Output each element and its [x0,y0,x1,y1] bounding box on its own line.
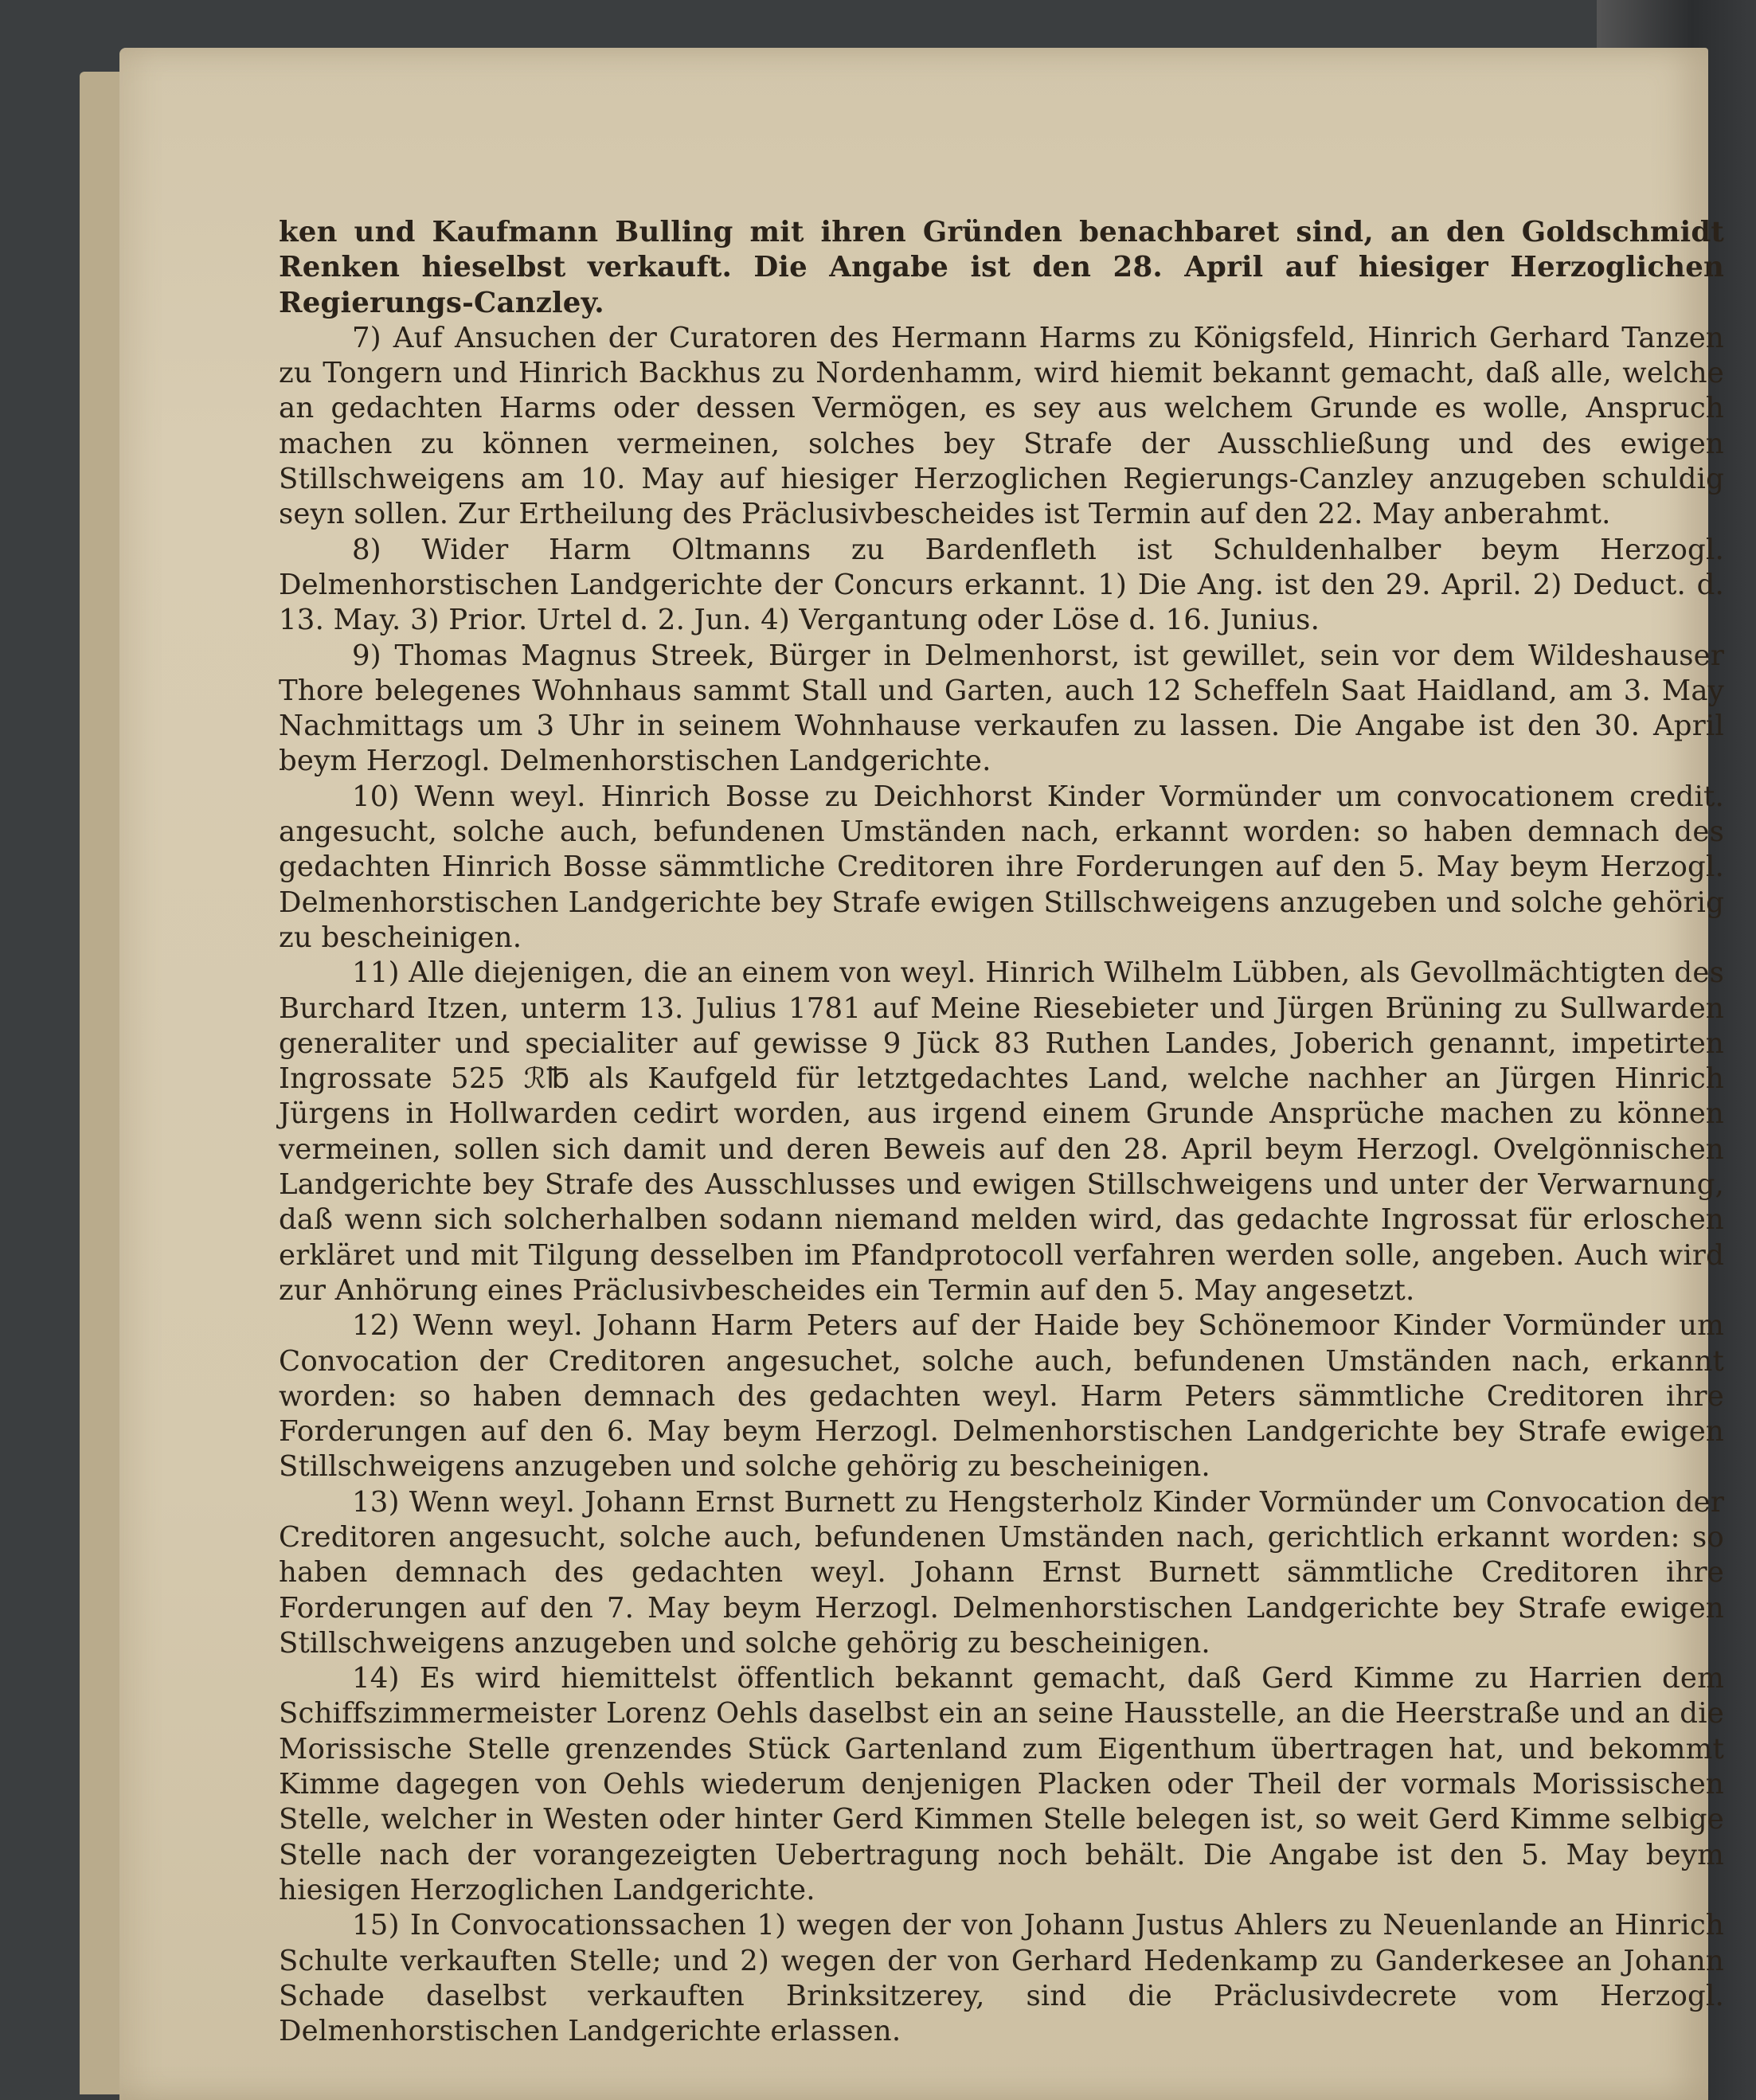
paragraph-8: 8) Wider Harm Oltmanns zu Bardenfleth ist Schuldenhalber beym Herzogl. Delmenhorstischen Landgerichte der Concurs erkannt. 1) Die Ang. ist den 29. April. 2) Deduct. d. 13. May. 3) Prior. Urtel d. 2. Jun. 4) Vergantung oder Löse d. 16. Junius. [279,533,1724,637]
paragraph-11: 11) Alle diejenigen, die an einem von weyl. Hinrich Wilhelm Lübben, als Gevollmächtigten des Burchard Itzen, unterm 13. Julius 1781 auf Meine Riesebieter und Jürgen Brüning zu Sullwarden generaliter und specialiter auf gewisse 9 Jück 83 Ruthen Landes, Joberich genannt, impetirten Ingrossate 525 ℛ℔ als Kaufgeld für letztgedachtes Land, welche nachher an Jürgen Hinrich Jürgens in Hollwarden cedirt worden, aus irgend einem Grunde Ansprüche machen zu können vermeinen, sollen sich damit und deren Beweis auf den 28. April beym Herzogl. Ovelgönnischen Landgerichte bey Strafe des Ausschlusses und ewigen Stillschweigens und unter der Verwarnung, daß wenn sich solcherhalben sodann niemand melden wird, das gedachte Ingrossat für erloschen erkläret und mit Tilgung desselben im Pfandprotocoll verfahren werden solle, angeben. Auch wird zur Anhörung eines Präclusivbescheides ein Termin auf den 5. May angesetzt. [279,956,1724,1307]
paragraph-10: 10) Wenn weyl. Hinrich Bosse zu Deichhorst Kinder Vormünder um convocationem credit. angesucht, solche auch, befundenen Umständen nach, erkannt worden: so haben demnach des gedachten Hinrich Bosse sämmtliche Creditoren ihre Forderungen auf den 5. May beym Herzogl. Delmenhorstischen Landgerichte bey Strafe ewigen Stillschweigens anzugeben und solche gehörig zu bescheinigen. [279,780,1724,954]
paragraph-14: 14) Es wird hiemittelst öffentlich bekannt gemacht, daß Gerd Kimme zu Harrien dem Schiffszimmermeister Lorenz Oehls daselbst ein an seine Hausstelle, an die Heerstraße und an die Morissische Stelle grenzendes Stück Gartenland zum Eigenthum übertragen hat, und bekommt Kimme dagegen von Oehls wiederum denjenigen Placken oder Theil der vormals Morissischen Stelle, welcher in Westen oder hinter Gerd Kimmen Stelle belegen ist, so weit Gerd Kimme selbige Stelle nach der vorangezeigten Uebertragung noch behält. Die Angabe ist den 5. May beym hiesigen Herzoglichen Landgerichte. [279,1662,1724,1906]
paragraph-15: 15) In Convocationssachen 1) wegen der von Johann Justus Ahlers zu Neuenlande an Hinrich Schulte verkauften Stelle; und 2) wegen der von Gerhard Hedenkamp zu Ganderkesee an Johann Schade daselbst verkauften Brinksitzerey, sind die Präclusivdecrete vom Herzogl. Delmenhorstischen Landgerichte erlassen. [279,1909,1724,2048]
paragraph-9: 9) Thomas Magnus Streek, Bürger in Delmenhorst, ist gewillet, sein vor dem Wildeshauser Thore belegenes Wohnhaus sammt Stall und Garten, auch 12 Scheffeln Saat Haidland, am 3. May Nachmittags um 3 Uhr in seinem Wohnhause verkaufen zu lassen. Die Angabe ist den 30. April beym Herzogl. Delmenhorstischen Landgerichte. [279,639,1724,778]
paragraph-7: 7) Auf Ansuchen der Curatoren des Hermann Harms zu Königsfeld, Hinrich Gerhard Tanzen zu Tongern und Hinrich Backhus zu Nordenhamm, wird hiemit bekannt gemacht, daß alle, welche an gedachten Harms oder dessen Vermögen, es sey aus welchem Grunde es wolle, Anspruch machen zu können vermeinen, solches bey Strafe der Ausschließung und des ewigen Stillschweigens am 10. May auf hiesiger Herzoglichen Regierungs-Canzley anzugeben schuldig seyn sollen. Zur Ertheilung des Präclusivbescheides ist Termin auf den 22. May anberahmt. [279,321,1724,531]
document-page [119,48,1724,2100]
page-body [279,215,1724,2049]
paragraph-13: 13) Wenn weyl. Johann Ernst Burnett zu Hengsterholz Kinder Vormünder um Convocation der Creditoren angesucht, solche auch, befundenen Umständen nach, gerichtlich erkannt worden: so haben demnach des gedachten weyl. Johann Ernst Burnett sämmtliche Creditoren ihre Forderungen auf den 7. May beym Herzogl. Delmenhorstischen Landgerichte bey Strafe ewigen Stillschweigens anzugeben und solche gehörig zu bescheinigen. [279,1485,1724,1660]
paragraph-12: 12) Wenn weyl. Johann Harm Peters auf der Haide bey Schönemoor Kinder Vormünder um Convocation der Creditoren angesuchet, solche auch, befundenen Umständen nach, erkannt worden: so haben demnach des gedachten weyl. Harm Peters sämmtliche Creditoren ihre Forderungen auf den 6. May beym Herzogl. Delmenhorstischen Landgerichte bey Strafe ewigen Stillschweigens anzugeben und solche gehörig zu bescheinigen. [279,1309,1724,1484]
paragraph-continuation: ken und Kaufmann Bulling mit ihren Gründen benachbaret sind, an den Goldschmidt Renken hieselbst verkauft. Die Angabe ist den 28. April auf hiesiger Herzoglichen Regierungs-Canzley. [279,216,1724,319]
